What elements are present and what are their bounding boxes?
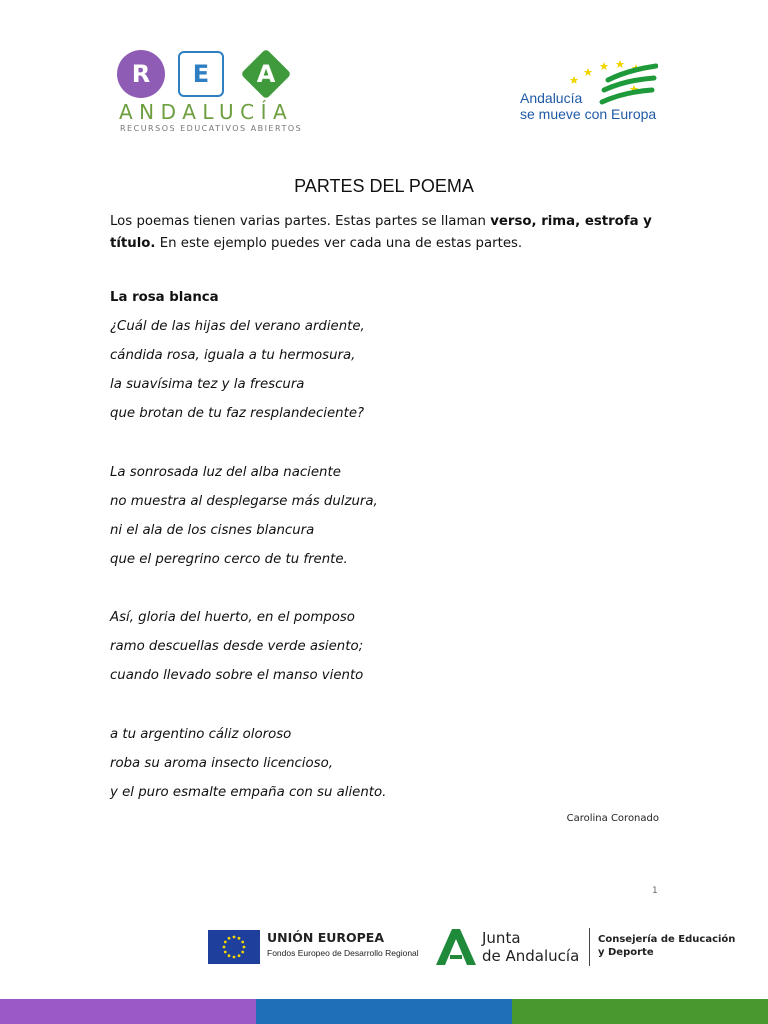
eu-title: UNIÓN EUROPEA (267, 930, 385, 945)
poem-verse: Así, gloria del huerto, en el pomposo (110, 610, 355, 625)
junta-line1: Junta (482, 929, 521, 947)
junta-andalucia-text (482, 929, 579, 965)
intro-text-after: En este ejemplo puedes ver cada una de estas partes. (155, 236, 523, 251)
footer-divider (589, 928, 590, 966)
rea-a-badge (240, 48, 292, 100)
poem-verse: ni el ala de los cisnes blancura (110, 523, 315, 538)
andalucia-europa-text (520, 90, 656, 122)
poem-author: Carolina Coronado (566, 813, 659, 824)
consejeria-line1: Consejería de Educación (598, 934, 736, 945)
andalucia-line1: Andalucía (520, 90, 583, 106)
junta-andalucia-mark-icon (434, 927, 478, 967)
poem-verse: que el peregrino cerco de tu frente. (110, 552, 348, 567)
rea-r-badge: R (117, 50, 165, 98)
rea-andalucia-logo (117, 48, 303, 138)
intro-bold-terms: verso, rima, estrofa y título. (110, 214, 652, 251)
consejeria-line2: y Deporte (598, 947, 654, 958)
poem-verse: a tu argentino cáliz oloroso (110, 727, 292, 742)
intro-text-before: Los poemas tienen varias partes. Estas partes se llaman (110, 214, 491, 229)
eu-flag-icon (208, 930, 260, 964)
poem-verse: roba su aroma insecto licencioso, (110, 756, 333, 771)
poem-title: La rosa blanca (110, 290, 219, 305)
poem-verse: no muestra al desplegarse más dulzura, (110, 494, 378, 509)
rea-wordmark: ANDALUCÍA (119, 100, 294, 124)
footer-bar-purple (0, 999, 256, 1024)
consejeria-text (598, 933, 735, 959)
rea-subtitle: RECURSOS EDUCATIVOS ABIERTOS (120, 124, 303, 133)
footer-bar-green (512, 999, 768, 1024)
rea-e-badge: E (178, 51, 224, 97)
junta-line2: de Andalucía (482, 947, 580, 965)
poem-verse: ¿Cuál de las hijas del verano ardiente, (110, 319, 365, 334)
poem-verse: La sonrosada luz del alba naciente (110, 465, 341, 480)
intro-paragraph (110, 211, 666, 255)
poem-verse: y el puro esmalte empaña con su aliento. (110, 785, 387, 800)
rea-badges (117, 48, 297, 100)
andalucia-line2: se mueve con Europa (520, 106, 657, 122)
footer-bar-blue (256, 999, 512, 1024)
page-number: 1 (652, 886, 658, 896)
poem-verse: que brotan de tu faz resplandeciente? (110, 406, 365, 421)
rea-a-letter: A (256, 60, 276, 88)
poem-verse: la suavísima tez y la frescura (110, 377, 305, 392)
poem-verse: ramo descuellas desde verde asiento; (110, 639, 364, 654)
eu-subtitle: Fondos Europeo de Desarrollo Regional (267, 948, 419, 958)
poem-verse: cándida rosa, iguala a tu hermosura, (110, 348, 356, 363)
andalucia-europa-logo (516, 58, 666, 128)
poem-verse: cuando llevado sobre el manso viento (110, 668, 364, 683)
document-title: PARTES DEL POEMA (294, 176, 474, 196)
